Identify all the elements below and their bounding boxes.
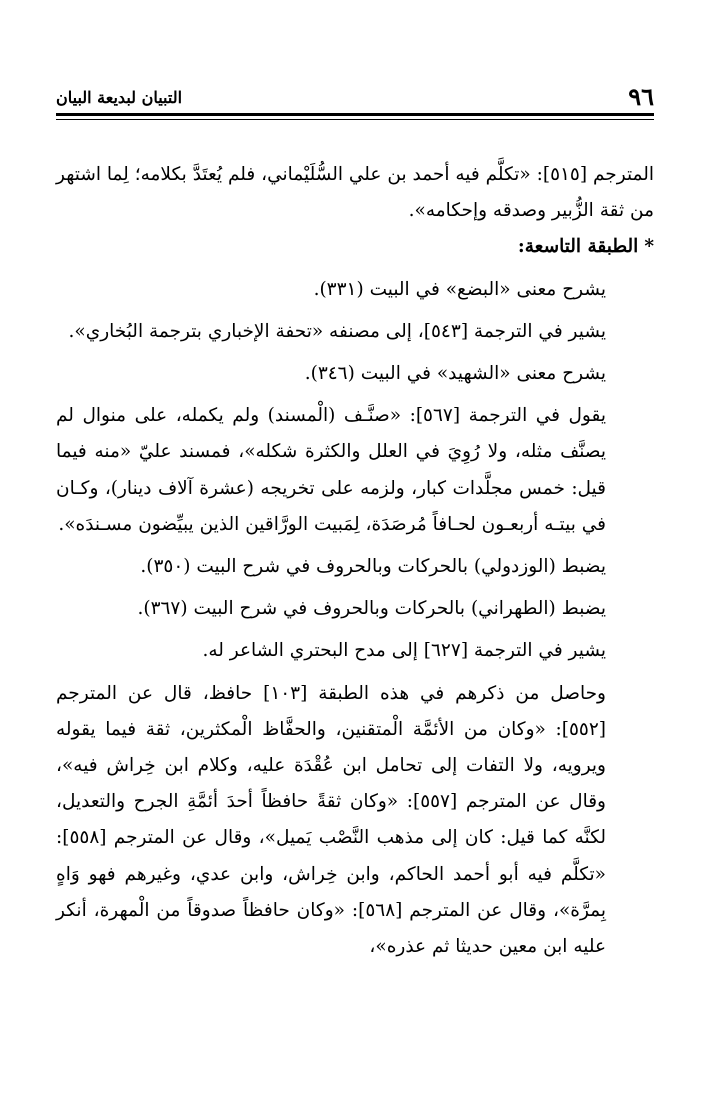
paragraph-bidh: يشرح معنى «البضع» في البيت (٣٣١).	[313, 278, 606, 300]
paragraph-translation-543: يشير في الترجمة [٥٤٣]، إلى مصنفه «تحفة الإخباري بترجمة البُخاري».	[68, 320, 606, 342]
paragraph-translation-627: يشير في الترجمة [٦٢٧] إلى مدح البحتري الشاعر له.	[202, 640, 606, 662]
section-heading-text: الطبقة التاسعة:	[517, 236, 639, 258]
header-rule-thin	[56, 119, 654, 120]
paragraph-tihrani: يضبط (الطهراني) بالحركات وبالحروف في شرح البيت (٣٦٧).	[137, 598, 606, 620]
running-header	[56, 82, 654, 112]
paragraph-wazduli: يضبط (الوزدولي) بالحركات وبالحروف في شرح البيت (٣٥٠).	[140, 556, 606, 578]
paragraph-translation-567: يقول في الترجمة [٥٦٧]: «صنَّـف (الْمسند) ولم يكمله، على منوال لم يصنَّف مثله، ولا رُوِيَ في العلل والكثرة شكله»، فمسند عليّ «منه فيما قيل: خمس مجلَّدات كبار، ولزمه على تخريجه (عشرة آلاف دينار)، وكـان في بيتـه أربعـون لحـافاً مُرصَدَة، لِمَبيت الورَّاقين الذين يبيِّضون مسـندَه».	[56, 405, 606, 535]
paragraph-summary: وحاصل من ذكرهم في هذه الطبقة [١٠٣] حافظ، قال عن المترجم [٥٥٢]: «وكان من الأئمَّة الْمتقنين، والحفَّاظ الْمكثرين، ثقة فيما يقوله ويرويه، ولا التفات إلى تحامل ابن عُقْدَة عليه، وكلام ابن خِراش فيه»، وقال عن المترجم [٥٥٧]: «وكان ثقةً حافظاً أحدَ أئمَّةِ الجرح والتعديل، لكنَّه كما قيل: كان إلى مذهب النَّصْب يَميل»، وقال عن المترجم [٥٥٨]: «تكلَّم فيه أبو أحمد الحاكم، وابن خِراش، وابن عدي، وغيرهم فهو وَاهٍ بِمرَّة»، وقال عن المترجم [٥٦٨]: «وكان حافظاً صدوقاً من الْمهرة، أنكر عليه ابن معين حديثا ثم عذره»،	[56, 682, 607, 958]
paragraph-translation-515: المترجم [٥١٥]: «تكلَّم فيه أحمد بن علي السُّلَيْماني، فلم يُعتَدَّ بكلامه؛ لِما اشتهر من ثقة الزُّبير وصدقه وإحكامه».	[56, 164, 654, 222]
section-heading	[56, 229, 654, 265]
body-text	[56, 157, 654, 965]
page-number: ٩٦	[628, 82, 654, 111]
paragraph-shahid: يشرح معنى «الشهيد» في البيت (٣٤٦).	[304, 363, 606, 385]
header-rule-thick	[56, 113, 654, 116]
book-title: التبيان لبديعة البيان	[56, 88, 183, 107]
document-page	[56, 0, 654, 1113]
asterisk-icon: *	[644, 236, 654, 258]
